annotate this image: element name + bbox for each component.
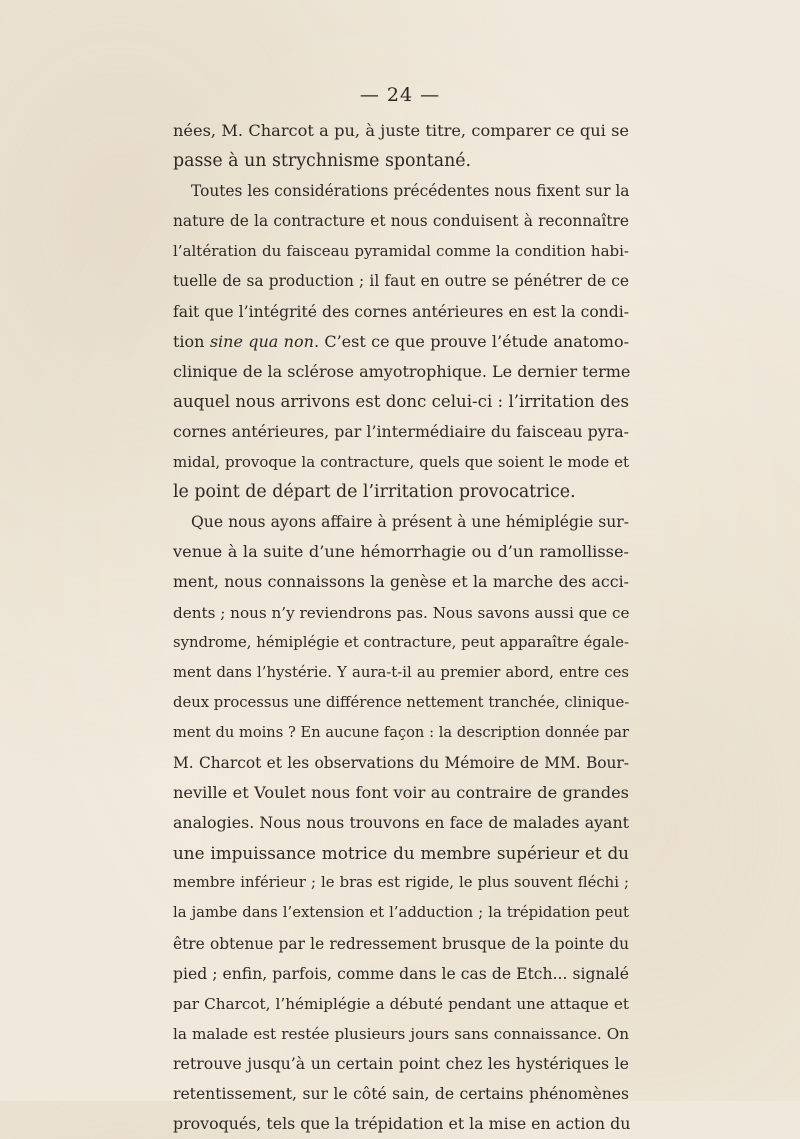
text-line: dents ; nous n’y reviendrons pas. Nous savons aussi que ce bbox=[173, 603, 630, 622]
italic-phrase: sine qua non bbox=[209, 331, 314, 351]
text-line: midal, provoque la contracture, quels que soient le mode et bbox=[173, 453, 629, 472]
text-line: cornes antérieures, par l’intermédiaire du faisceau pyra- bbox=[173, 421, 629, 441]
text-line: deux processus une différence nettement tranchée, clinique- bbox=[173, 693, 630, 711]
text-line: retentissement, sur le côté sain, de certains phénomènes bbox=[173, 1085, 629, 1103]
text-line: ment du moins ? En aucune façon : la description donnée par bbox=[173, 723, 629, 741]
text-line: Toutes les considérations précédentes nous fixent sur la bbox=[191, 182, 630, 201]
text-line: être obtenue par le redressement brusque de la pointe du bbox=[173, 934, 629, 953]
text-line: fait que l’intégrité des cornes antérieures en est la condi- bbox=[173, 302, 629, 321]
text-line: M. Charcot et les observations du Mémoire de MM. Bour- bbox=[173, 753, 629, 772]
text-line: venue à la suite d’une hémorrhagie ou d’un ramollisse- bbox=[173, 542, 629, 562]
text-line: ment, nous connaissons la genèse et la marche des acci- bbox=[173, 572, 629, 592]
text-line: passe à un strychnisme spontané. bbox=[173, 151, 472, 172]
text-line: pied ; enfin, parfois, comme dans le cas de Etch... signalé bbox=[173, 964, 629, 983]
text-line: une impuissance motrice du membre supérieur et du bbox=[173, 843, 629, 864]
text-line: par Charcot, l’hémiplégie a débuté pendant une attaque et bbox=[173, 994, 629, 1013]
body-text bbox=[173, 116, 629, 1139]
text-line: retrouve jusqu’à un certain point chez les hystériques le bbox=[173, 1053, 629, 1073]
text-segment: tion bbox=[173, 331, 210, 351]
text-line: analogies. Nous nous trouvons en face de malades ayant bbox=[173, 813, 629, 833]
text-line: auquel nous arrivons est donc celui-ci : l’irritation des bbox=[173, 391, 629, 411]
text-line: la malade est restée plusieurs jours sans connaissance. On bbox=[173, 1024, 629, 1043]
text-line: nées, M. Charcot a pu, à juste titre, comparer ce qui se bbox=[173, 121, 629, 140]
text-line: l’altération du faisceau pyramidal comme la condition habi- bbox=[173, 242, 629, 261]
text-line: tuelle de sa production ; il faut en outre se pénétrer de ce bbox=[173, 272, 629, 291]
text-line: la jambe dans l’extension et l’adduction ; la trépidation peut bbox=[173, 904, 629, 922]
text-line: provoqués, tels que la trépidation et la mise en action du bbox=[173, 1114, 631, 1134]
text-line: syndrome, hémiplégie et contracture, peut apparaître égale- bbox=[173, 633, 629, 651]
text-line: neville et Voulet nous font voir au contraire de grandes bbox=[173, 783, 629, 803]
text-line: membre inférieur ; le bras est rigide, le plus souvent fléchi ; bbox=[173, 874, 629, 892]
text-line bbox=[173, 327, 629, 357]
text-line: Que nous ayons affaire à présent à une hémiplégie sur- bbox=[191, 513, 629, 532]
page-number: — 24 — bbox=[359, 84, 441, 106]
text-line: le point de départ de l’irritation provocatrice. bbox=[173, 482, 576, 503]
text-line: nature de la contracture et nous conduisent à reconnaître bbox=[173, 212, 629, 231]
text-segment: . C’est ce que prouve l’étude anatomo- bbox=[313, 331, 630, 351]
text-line: ment dans l’hystérie. Y aura-t-il au premier abord, entre ces bbox=[173, 663, 629, 681]
text-line: clinique de la sclérose amyotrophique. Le dernier terme bbox=[173, 361, 631, 381]
